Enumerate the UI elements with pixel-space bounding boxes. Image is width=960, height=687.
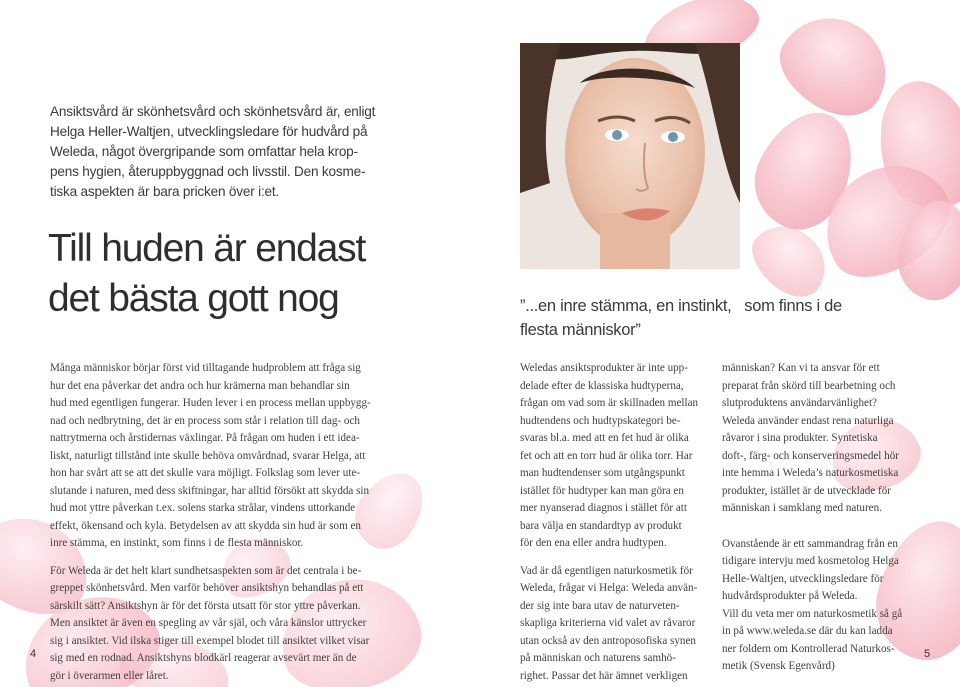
body-line: sig med en rodnad. Ansiktshyns blodkärl reagerar avsevärt mer än de: [50, 652, 357, 664]
headline-line: det bästa gott nog: [48, 277, 339, 320]
body-line: fet och att en torr hud är olika torr. Har: [520, 449, 693, 462]
body-line: doft-, färg- och konserveringsmedel hör: [722, 449, 899, 462]
portrait-photo: [520, 43, 740, 269]
body-line: hud mot yttre påverkan t.ex. solens starka strålar, vindens uttorkande: [50, 502, 356, 514]
body-line: slutande i naturen, med dess skiftningar, har alltid försökt att skydda sin: [50, 484, 370, 497]
intro-line: Helga Heller-Waltjen, utvecklingsledare för hudvård på: [50, 124, 368, 139]
body-line: utan också av den antroposofiska synen: [520, 634, 696, 647]
body-line: Weleda använder endast rena naturliga: [722, 414, 894, 427]
body-line: svaras bl.a. med att en fet hud är olika: [520, 432, 689, 444]
body-line: För Weleda är det helt klart sundhetsaspekten som är det centrala i be-: [50, 564, 362, 577]
body-paragraph: [520, 360, 705, 553]
body-line: Ovanstående är ett sammandrag från en: [722, 537, 898, 550]
body-line: för den ena eller andra hudtypen.: [520, 537, 667, 549]
body-line: Många människor börjar först vid tilltagande hudproblem att fråga sig: [50, 362, 361, 374]
body-line: man hudtendenser som utgångspunkt: [520, 467, 685, 479]
intro-line: Weleda, något övergripande som omfattar hela krop-: [50, 144, 358, 159]
body-column-middle: [520, 360, 705, 685]
quote-line: flesta människor”: [520, 321, 641, 339]
body-line: gör i överarmen eller låret.: [50, 669, 169, 682]
body-line: hud med egentligen fungerar. Huden lever i en process mellan uppbygg-: [50, 397, 371, 409]
body-line: liskt, naturligt tillstånd inte skulle behöva omvårdnad, svarar Helga, att: [50, 449, 366, 462]
body-line: hur det ena påverkar det andra och hur krämerna man behandlar sin: [50, 379, 350, 392]
body-line: preparat från skörd till bearbetning och: [722, 379, 896, 392]
body-line: der sig inte bara utav de naturveten-: [520, 599, 680, 612]
body-line: nad och nedbrytning, det är en process som står i relation till dag- och: [50, 414, 360, 427]
body-line: människan i samklang med naturen.: [722, 502, 882, 514]
body-line: slutproduktens användarvänlighet?: [722, 397, 877, 409]
page-number-right: 5: [924, 648, 931, 660]
body-line: Vill du veta mer om naturkosmetik så gå: [722, 607, 903, 620]
body-line: nattrytmerna och årstidernas växlingar. På frågan om huden i ett idea-: [50, 432, 360, 444]
intro-line: pens hygien, återuppbyggnad och livsstil. Den kosme-: [50, 164, 366, 179]
pull-quote: [520, 294, 940, 342]
body-line: Helle-Waltjen, utvecklingsledare för: [722, 572, 884, 585]
body-line: Weledas ansiktsprodukter är inte upp-: [520, 362, 688, 374]
body-line: produkter, istället är de utvecklade för: [722, 484, 891, 497]
body-paragraph: [722, 536, 922, 676]
article-headline: [48, 224, 488, 324]
body-paragraph: [50, 360, 390, 553]
body-column-right: [722, 360, 922, 676]
intro-line: Ansiktsvård är skönhetsvård och skönhetsvård är, enligt: [50, 104, 376, 119]
body-line: delade efter de klassiska hudtyperna,: [520, 379, 684, 392]
body-line: särskilt sätt? Ansiktshyn är för det första utsatt för stor yttre påverkan.: [50, 599, 361, 612]
body-line: ner foldern om Kontrollerad Naturkos-: [722, 642, 895, 655]
body-line: råvaror i sina produkter. Syntetiska: [722, 432, 878, 444]
intro-paragraph: [50, 102, 380, 202]
body-line: greppet skönhetsvård. Men varför behöver ansiktshyn behandlas på ett: [50, 582, 364, 594]
body-line: Vad är då egentligen naturkosmetik för: [520, 564, 693, 577]
body-line: in på www.weleda.se där du kan ladda: [722, 625, 893, 637]
body-line: effekt, ökensand och kyla. Betydelsen av att skydda sin hud är som en: [50, 519, 361, 532]
body-paragraph: [722, 360, 922, 518]
body-line: hudvårdsprodukter på Weleda.: [722, 590, 858, 602]
body-column-left: [50, 360, 390, 685]
body-line: inre stämma, en instinkt, som finns i de flesta människor.: [50, 537, 304, 549]
body-line: människan? Kan vi ta ansvar för ett: [722, 362, 880, 374]
body-line: hon har svårt att se att det skulle vara möjligt. Folkslag som lever ute-: [50, 467, 360, 479]
body-line: inte hemma i Weleda’s naturkosmetiska: [722, 467, 899, 479]
body-line: Weleda, frågar vi Helga: Weleda använ-: [520, 582, 698, 594]
intro-line: tiska aspekten är bara pricken över i:et.: [50, 184, 280, 199]
body-paragraph: [520, 563, 705, 686]
body-line: Men ansiktet är även en spegling av vår själ, och våra känslor uttrycker: [50, 617, 367, 629]
body-line: righet. Passar det här ämnet verkligen: [520, 669, 688, 682]
body-line: mer nyanserad diagnos i stället för att: [520, 502, 687, 514]
page-number-left: 4: [30, 648, 37, 660]
body-line: sig i ansiktet. Vid ilska stiger till exempel blodet till ansiktet vilket visar: [50, 634, 370, 647]
body-line: istället för hudtyper kan man göra en: [520, 484, 684, 497]
body-line: på människan och naturens samhö-: [520, 652, 676, 664]
body-paragraph: [50, 563, 390, 686]
headline-line: Till huden är endast: [48, 227, 366, 270]
body-line: skapliga kriterierna vid valet av råvaror: [520, 617, 696, 629]
body-line: hudtendens och hudtypskategori be-: [520, 414, 681, 427]
body-line: tidigare intervju med kosmetolog Helga: [722, 555, 899, 567]
quote-line: ”...en inre stämma, en instinkt, som finns i de: [520, 297, 842, 315]
body-line: bara välja en standardtyp av produkt: [520, 519, 682, 532]
body-line: frågan om vad som är skillnaden mellan: [520, 397, 699, 409]
body-line: metik (Svensk Egenvård): [722, 660, 835, 672]
